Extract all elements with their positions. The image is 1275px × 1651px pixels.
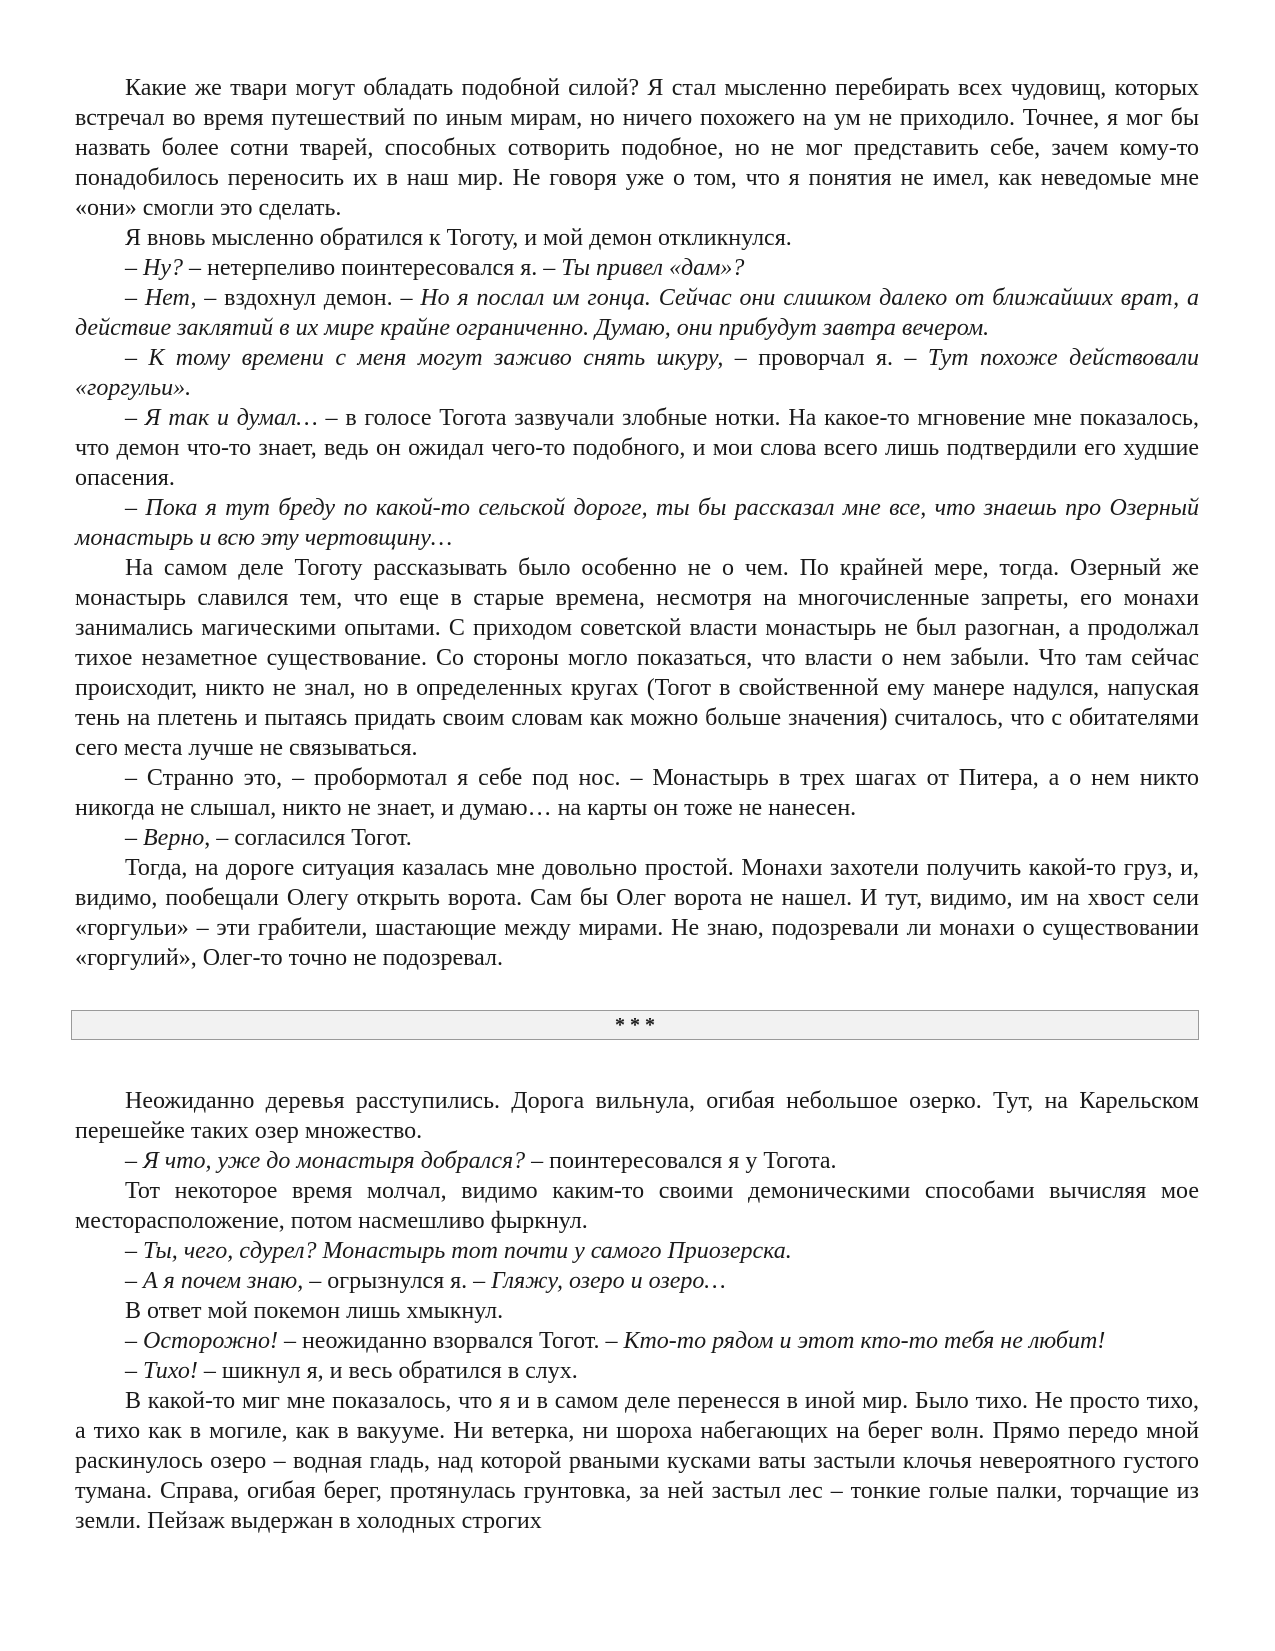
italic-run: – Я так и думал… [125,405,318,431]
italic-run: – Осторожно! [125,1328,278,1354]
paragraph [75,823,1199,853]
paragraph [75,1386,1199,1536]
paragraph [75,493,1199,553]
text-run: – шикнул я, и весь обратился в слух. [197,1358,578,1384]
italic-run: Но я послал им гонца. Сейчас они слишком далеко от ближайших врат, а действие заклятий в их мире крайне ограниченно. Думаю, они прибудут завтра вечером. [75,285,1199,341]
italic-run: – Нет, [125,285,197,311]
text-run: Какие же твари могут обладать подобной силой? Я стал мысленно перебирать всех чудовищ, которых встречал во время путешествий по иным мирам, но ничего похожего на ум не приходило. Точнее, я мог бы назвать более сотни тварей, способных сотворить подобное, но не мог представить себе, зачем кому-то понадобилось переносить их в наш мир. Не говоря уже о том, что я понятия не имел, как неведомые мне «они» смогли это сделать. [75,75,1199,221]
text-run: – поинтересовался я у Тогота. [525,1148,837,1174]
italic-run: – Я что, уже до монастыря добрался? [125,1148,526,1174]
italic-run: – Ну? [125,255,183,281]
text-run: В какой-то миг мне показалось, что я и в самом деле перенесся в иной мир. Было тихо. Не просто тихо, а тихо как в могиле, как в вакууме. Ни ветерка, ни шороха набегающих на берег волн. Прямо передо мной раскинулось озеро – водная гладь, над которой рваными кусками ваты застыли клочья невероятного густого тумана. Справа, огибая берег, протянулась грунтовка, за ней застыл лес – тонкие голые палки, торчащие из земли. Пейзаж выдержан в холодных строгих [75,1388,1199,1534]
italic-run: – К тому времени с меня могут заживо снять шкуру, [125,345,724,371]
paragraph [75,1236,1199,1266]
text-run: , – согласился Тогот. [204,825,412,851]
paragraph [75,1326,1199,1356]
italic-run: – А я почем знаю, [125,1268,304,1294]
italic-run: Гляжу, озеро и озеро… [491,1268,726,1294]
text-run: – в голосе Тогота зазвучали злобные нотки. На какое-то мгновение мне показалось, что демон что-то знает, ведь он ожидал чего-то подобного, и мои слова всего лишь подтвердили его худшие опасения. [75,405,1199,491]
text-section-1 [75,73,1199,973]
text-run: На самом деле Тоготу рассказывать было особенно не о чем. По крайней мере, тогда. Озерный же монастырь славился тем, что еще в старые времена, несмотря на многочисленные запреты, его монахи занимались магическими опытами. С приходом советской власти монастырь не был разогнан, а продолжал тихое незаметное существование. Со стороны могло показаться, что власти о нем забыли. Что там сейчас происходит, никто не знал, но в определенных кругах (Тогот в свойственной ему манере надулся, напуская тень на плетень и пытаясь придать своим словам как можно больше значения) считалось, что с обитателями сего места лучше не связываться. [75,555,1199,761]
italic-run: – Верно [125,825,205,851]
text-run: Тот некоторое время молчал, видимо каким-то своими демоническими способами вычисляя мое месторасположение, потом насмешливо фыркнул. [75,1178,1199,1234]
paragraph [75,553,1199,763]
paragraph [75,403,1199,493]
text-run: – неожиданно взорвался Тогот. – [277,1328,624,1354]
italic-run: Ты привел «дам»? [561,255,745,281]
paragraph [75,253,1199,283]
paragraph [75,853,1199,973]
paragraph [75,73,1199,223]
text-run: Неожиданно деревья расступились. Дорога вильнула, огибая небольшое озерко. Тут, на Карельском перешейке таких озер множество. [75,1088,1199,1144]
italic-run: – Пока я тут бреду по какой-то сельской дороге, ты бы рассказал мне все, что знаешь про Озерный монастырь и всю эту чертовщину… [75,495,1199,551]
italic-run: Кто-то рядом и этот кто-то тебя не любит! [623,1328,1106,1354]
paragraph [75,1146,1199,1176]
paragraph [75,283,1199,343]
text-run: – огрызнулся я. – [303,1268,492,1294]
italic-run: Тут похоже действовали «горгульи». [75,345,1199,401]
italic-run: – Ты, чего, сдурел? Монастырь тот почти у самого Приозерска. [125,1238,792,1264]
paragraph [75,1356,1199,1386]
paragraph [75,1176,1199,1236]
paragraph [75,343,1199,403]
section-separator: * * * [71,1010,1199,1040]
text-run: В ответ мой покемон лишь хмыкнул. [125,1298,504,1324]
text-section-2 [75,1086,1199,1536]
paragraph [75,1266,1199,1296]
paragraph [75,1086,1199,1146]
italic-run: – Тихо! [125,1358,198,1384]
text-run: – Странно это, – пробормотал я себе под нос. – Монастырь в трех шагах от Питера, а о нем никто никогда не слышал, никто не знает, и думаю… на карты он тоже не нанесен. [75,765,1199,821]
text-run: – нетерпеливо поинтересовался я. – [182,255,562,281]
paragraph [75,763,1199,823]
text-run: – проворчал я. – [723,345,928,371]
text-run: – вздохнул демон. – [196,285,421,311]
text-run: Тогда, на дороге ситуация казалась мне довольно простой. Монахи захотели получить какой-то груз, и, видимо, пообещали Олегу открыть ворота. Сам бы Олег ворота не нашел. И тут, видимо, им на хвост сели «горгульи» – эти грабители, шастающие между мирами. Не знаю, подозревали ли монахи о существовании «горгулий», Олег-то точно не подозревал. [75,855,1199,971]
paragraph [75,1296,1199,1326]
paragraph [75,223,1199,253]
text-run: Я вновь мысленно обратился к Тоготу, и мой демон откликнулся. [125,225,792,251]
